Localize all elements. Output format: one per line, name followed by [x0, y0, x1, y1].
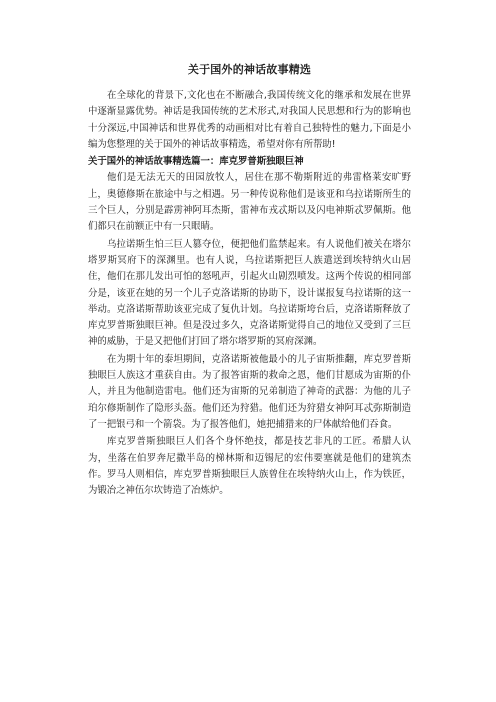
body-paragraph-1: 他们是无法无天的田园放牧人，居住在那不勒斯附近的弗雷格莱安旷野上，奥德修斯在旅途中与之相遇。另一种传说称他们是该亚和乌拉诺斯所生的三个巨人，分别是霹雳神阿耳杰斯，雷神布戎忒斯以及闪电神斯忒罗佩斯。他们都只在前额正中有一只眼睛。	[88, 172, 411, 233]
section-heading: 关于国外的神话故事精选篇一：库克罗普斯独眼巨神	[88, 156, 304, 168]
body-paragraph-4: 库克罗普斯独眼巨人们各个身怀绝技，都是技艺非凡的工匠。希腊人认为，坐落在伯罗奔尼撒半岛的梯林斯和迈锡尼的宏伟要塞就是他们的建筑杰作。罗马人则相信，库克罗普斯独眼巨人族曾住在埃特纳火山上，作为铁匠，为锻冶之神伍尔坎铸造了冶炼炉。	[88, 436, 411, 497]
intro-paragraph: 在全球化的背景下,文化也在不断融合,我国传统文化的继承和发展在世界中逐渐显露优势。神话是我国传统的艺术形式,对我国人民思想和行为的影响也十分深远,中国神话和世界优秀的动画相对比有着自己独特性的魅力,下面是小编为您整理的关于国外的神话故事精选，希望对你有所帮助!	[88, 90, 411, 150]
document-page	[88, 62, 411, 500]
body-paragraph-2: 乌拉诺斯生怕三巨人篡夺位，便把他们监禁起来。有人说他们被关在塔尔塔罗斯冥府下的深渊里。也有人说，乌拉诺斯把巨人族遣送到埃特纳火山居住，他们在那儿发出可怕的怒吼声，引起火山剧烈喷发。这两个传说的相同部分是，该亚在她的另一个儿子克洛诺斯的协助下，设计谋报复乌拉诺斯的这一举动。克洛诺斯帮助该亚完成了复仇计划。乌拉诺斯垮台后，克洛诺斯释放了库克罗普斯独眼巨神。但是没过多久，克洛诺斯觉得自己的地位又受到了三巨神的威胁，于是又把他们打回了塔尔塔罗斯的冥府深渊。	[88, 238, 411, 348]
document-title: 关于国外的神话故事精选	[187, 63, 312, 76]
body-paragraph-3: 在为期十年的泰坦期间，克洛诺斯被他最小的儿子宙斯推翻，库克罗普斯独眼巨人族这才重获自由。为了报答宙斯的救命之恩，他们甘愿成为宙斯的仆人，并且为他制造雷电。他们还为宙斯的兄弟制造了神奇的武器：为他的儿子珀尔修斯制作了隐形头盔。他们还为狩猎。他们还为狩猎女神阿耳忒弥斯制造了一把银弓和一个箭袋。为了报答他们，她把捕猎来的尸体献给他们吞食。	[88, 353, 411, 430]
